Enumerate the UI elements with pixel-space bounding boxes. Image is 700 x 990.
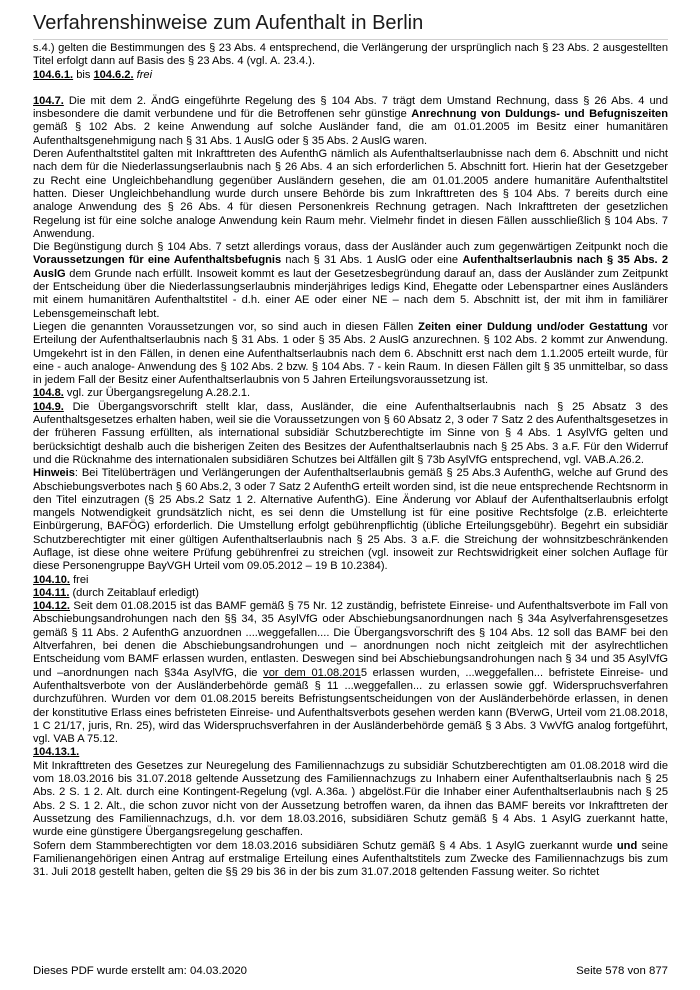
section-ref-104-6-2: 104.6.2. (93, 68, 134, 81)
section-text-frei: frei (133, 68, 153, 81)
paragraph-text: Deren Aufenthaltstitel galten mit Inkrafttreten des AufenthG nämlich als Aufenthaltserlaubnisse nach dem 6. Abschnitt und nicht nach dem für die Niederlassungserlaubnis nach § 26 Abs. 4 an sich erforderlichen 5. Abschnitt fort. Hierin hat der Gesetzgeber zu Recht eine Ungleichbehandlung gegenüber Ausländern gesehen, die am 01.01.2005 andere humanitäre Aufenthaltstitel hatten. Dieser Ungleichbehandlung wurde durch unsere Behörde bis zum Inkrafttreten des § 104 Abs. 7 bereits durch eine analoge Anwendung des § 26 Abs. 4 für diesen Personenkreis Rechnung getragen. Nach Inkrafttreten der gesetzlichen Regelung ist für eine solche analoge Anwendung kein Raum mehr. Vielmehr findet in diesen Fällen ausschließlich § 104 Abs. 7 Anwendung. (33, 148, 668, 240)
section-104-10 (33, 574, 668, 587)
paragraph (33, 321, 668, 387)
section-text: (durch Zeitablauf erledigt) (69, 586, 199, 599)
section-104-8 (33, 387, 668, 400)
page-title: Verfahrenshinweise zum Aufenthalt in Berlin (33, 12, 424, 34)
paragraph (33, 760, 668, 840)
paragraph-text: Mit Inkrafttreten des Gesetzes zur Neuregelung des Familiennachzugs zu subsidiär Schutzberechtigten am 01.08.2018 wird die vom 18.03.2016 bis 31.07.2018 geltende Aussetzung des Familiennachzugs zu Inhabern einer Aufenthaltserlaubnis nach § 25 Abs. 2 S. 1 2. Alt. durch eine Kontingent-Regelung (vgl. A.36a. ) abgelöst.Für die Inhaber einer Aufenthaltserlaubnis nach § 25 Abs. 2 S. 1 2. Alt., die schon zuvor nicht von der Aussetzung betroffen waren, da ihnen das BAMF bereits vor Inkrafttreten der Aussetzung des Familiennachzugs, d.h. vor dem 18.03.2016, subsidiären Schutz gemäß § 4 Abs. 1 AsylG zuerkannt hatte, wurde eine günstigere Übergangsregelung geschaffen. (33, 759, 668, 839)
section-text: Seit dem 01.08.2015 ist das BAMF gemäß § 75 Nr. 12 zuständig, befristete Einreise- und Aufenthaltsverbote im Fall von Abschiebungsandrohungen nach den §§ 34, 35 AsylVfG oder Abschiebungsanordnungen nach § 34a Asylverfahrensgesetzes gemäß § 11 Abs. 2 AufenthG anzuordnen ....weggefallen.... Die Übergangsvorschrift des § 104 Abs. 12 soll das BAMF bei den Altverfahren, bei denen die Abschiebungsandrohungen und – anordnungen noch nicht zeitgleich mit der asylrechtlichen Entscheidung vom BAMF erlassen wurden, entlasten. Deswegen sind bei Abschiebungsandrohungen nach § 34 und 35 AsylVfG und –anordnungen nach §34a AsylVfG, die (33, 600, 668, 679)
header-divider (33, 39, 668, 40)
section-text: frei (70, 573, 89, 586)
paragraph-text: dem Grunde nach erfüllt. Insoweit kommt es laut der Gesetzesbegründung darauf an, dass der Ausländer zum Zeitpunkt der Entscheidung über die Niederlassungserlaubnis minderjähriges ledigs Kind, Ehegatte oder Lebenspartner eines Ausländers mit einem humanitären Aufenthaltstitel - d.h. einer AE oder einer NE – nach dem 5. Abschnitt ist, der mit ihm in familiärer Lebensgemeinschaft lebt. (33, 267, 668, 320)
paragraph-text: Sofern dem Stammberechtigten vor dem 18.03.2016 subsidiären Schutz gemäß § 4 Abs. 1 AsylG zuerkannt wurde (33, 839, 617, 852)
section-104-6 (33, 69, 668, 82)
section-ref-104-10: 104.10. (33, 573, 71, 586)
section-text: Die Übergangsvorschrift stellt klar, dass, Ausländer, die eine Aufenthaltserlaubnis nach § 25 Absatz 3 des Aufenthaltsgesetzes erhalten haben, weil sie die Voraussetzungen von § 60 Absatz 2, 3 oder 7 Satz 2 des Aufenthaltsgesetzes in der früheren Fassung erfüllten, als international subsidiär Schutzberechtigte im Sinne von § 4 Abs. 1 AsylVfG gelten und berücksichtigt deshalb auch die bisherigen Zeiten des Besitzes der Aufenthaltserlaubnis nach § 25 Abs. 3 a.F. Für den Widerruf und die Rücknahme des internationalen subsidiären Schutzes bei Altfällen gilt § 73b AsylVfG entsprechend, vgl. VAB.A.26.2. (33, 400, 668, 466)
hint-label: Hinweis (33, 467, 75, 480)
paragraph-text: seine Familienangehörigen einen Antrag auf erstmalige Erteilung eines Aufenthaltstitels zum Zwecke des Familiennachzugs bis zum 31. Juli 2018 gestellt haben, gelten die §§ 29 bis 36 in der bis zum 31.07.2018 geltenden Fassung weiter. So richtet (33, 839, 668, 879)
bold-phrase: Voraussetzungen für eine Aufenthaltsbefugnis (33, 254, 282, 267)
bold-phrase: Zeiten einer Duldung und/oder Gestattung (418, 320, 648, 333)
paragraph (33, 148, 668, 241)
section-ref-104-7: 104.7. (33, 94, 64, 107)
bold-phrase: Anrechnung von Duldungs- und Befugniszeiten (411, 108, 668, 121)
section-ref-104-11: 104.11. (33, 586, 70, 599)
section-ref-104-13-1: 104.13.1. (33, 746, 80, 759)
section-ref-104-12: 104.12. (33, 600, 71, 613)
section-104-12 (33, 600, 668, 746)
bold-phrase: Aufenthaltserlaubnis nach § 35 Abs. 2 AuslG (33, 254, 669, 280)
page-header (33, 10, 668, 40)
section-text: Die mit dem 2. ÄndG eingeführte Regelung des § 104 Abs. 7 trägt dem Umstand Rechnung, dass § 26 Abs. 4 und insbesondere die damit verbundene und für die Betroffenen sehr günstige (33, 94, 668, 121)
paragraph-text: Die Begünstigung durch § 104 Abs. 7 setzt allerdings voraus, dass der Ausländer auch zum gegenwärtigen Zeitpunkt noch die (33, 241, 668, 254)
hint-text: : Bei Titelüberträgen und Verlängerungen der Aufenthaltserlaubnis gemäß § 25 Abs.3 AufenthG, welche auf Grund des Abschiebungsverbotes nach § 60 Abs.2, 3 oder 7 Satz 2 AufenthG erteilt worden sind, ist die neue entsprechende Rechtsnorm in den Titel einzutragen (§ 25 Abs.2 Satz 1 2. Alternative AufenthG). Eine Änderung vor Ablauf der Aufenthaltserlaubnis erfolgt mangels Notwendigkeit grundsätzlich nicht, es sei denn die Umstellung ist für eine positive Rechtsfolge (z.B. erleichterte Einbürgerung, BAFÖG) erforderlich. Die Umstellung erfolgt gebührenpflichtig (übliche Erteilungsgebühr). Begehrt ein subsidiär Schutzberechtigter mit einer gültigen Aufenthaltserlaubnis nach § 25 Abs. 3 a.F. die Streichung der wohnsitzbeschränkenden Auflage, ist diese ohne weitere Prüfung gebührenfrei zu streichen (vgl. insoweit zur Rechtswidrigkeit einer solchen Auflage für diese Personengruppe BayVGH Urteil vom 09.05.2012 – 19 B 10.2384). (33, 467, 668, 573)
document-body (33, 42, 668, 879)
footer-page-number: Seite 578 von 877 (576, 965, 668, 977)
section-ref-104-6-1: 104.6.1. (33, 68, 74, 81)
section-ref-104-9: 104.9. (33, 400, 64, 413)
paragraph (33, 241, 668, 321)
section-104-13-1 (33, 746, 668, 759)
footer-created-date: Dieses PDF wurde erstellt am: 04.03.2020 (33, 965, 247, 977)
underlined-phrase: vor dem 01.08.201 (263, 666, 361, 679)
paragraph-continuation (33, 42, 668, 69)
section-104-9 (33, 401, 668, 467)
paragraph (33, 840, 668, 880)
section-104-7 (33, 95, 668, 148)
section-104-11 (33, 587, 668, 600)
section-ref-104-8: 104.8. (33, 387, 64, 400)
paragraph-text: nach § 31 Abs. 1 AuslG oder eine (281, 254, 463, 267)
paragraph-text: s.4.) gelten die Bestimmungen des § 23 Abs. 4 entsprechend, die Verlängerung der ursprünglich nach § 23 Abs. 2 ausgestellten Titel erfolgt dann auf Basis des § 23 Abs. 4 (vgl. A. 23.4.). (33, 42, 668, 68)
section-text: gemäß § 102 Abs. 2 keine Anwendung auf solche Ausländer fand, die am 01.01.2005 im Besitz einer humanitären Aufenthaltsgenehmigung nach § 31 Abs. 1 AuslG oder § 35 Abs. 2 AuslG waren. (33, 121, 668, 147)
section-text: bis (73, 68, 94, 81)
bold-phrase: und (616, 839, 638, 852)
paragraph-text: Liegen die genannten Voraussetzungen vor, so sind auch in diesen Fällen (33, 320, 419, 333)
section-text: 5 erlassen wurden, ...weggefallen... befristete Einreise- und Aufenthaltsverbote von der Ausländerbehörde gemäß § 11 ...weggefallen... zu erlassen sowie ggf. Widerspruchsverfahren durchzuführen. Wurden vor dem 01.08.2015 bereits Befristungsentscheidungen von der Ausländerbehörde erlassen, in denen der konstitutive Erlass eines befristeten Einreise- und Aufenthaltsverbots gesehen werden kann (BVerwG, Urteil vom 21.08.2018, 1 C 21/17, juris, Rn. 25), wird das Widerspruchsverfahren in der Ausländerbehörde gemäß § 3 Abs. 3 VwVfG analog fortgeführt, vgl. VAB A 75.12. (33, 666, 668, 746)
paragraph-text: vor Erteilung der Aufenthaltserlaubnis nach § 31 Abs. 1 oder § 35 Abs. 2 AuslG anzurechnen. § 102 Abs. 2 kommt zur Anwendung. Umgekehrt ist in den Fällen, in denen eine Aufenthaltserlaubnis nach dem 6. Abschnitt erst nach dem 1.1.2005 erteilt wurde, für eine - auch analoge- Anwendung des § 102 Abs. 2 bzw. § 104 Abs. 7 - kein Raum. In diesen Fällen gilt § 35 unmittelbar, so dass in jedem Fall der Besitz einer Aufenthaltserlaubnis von 5 Jahren Erteilungsvoraussetzung ist. (33, 320, 668, 387)
hint-paragraph (33, 467, 668, 573)
section-text: vgl. zur Übergangsregelung A.28.2.1. (63, 387, 251, 400)
